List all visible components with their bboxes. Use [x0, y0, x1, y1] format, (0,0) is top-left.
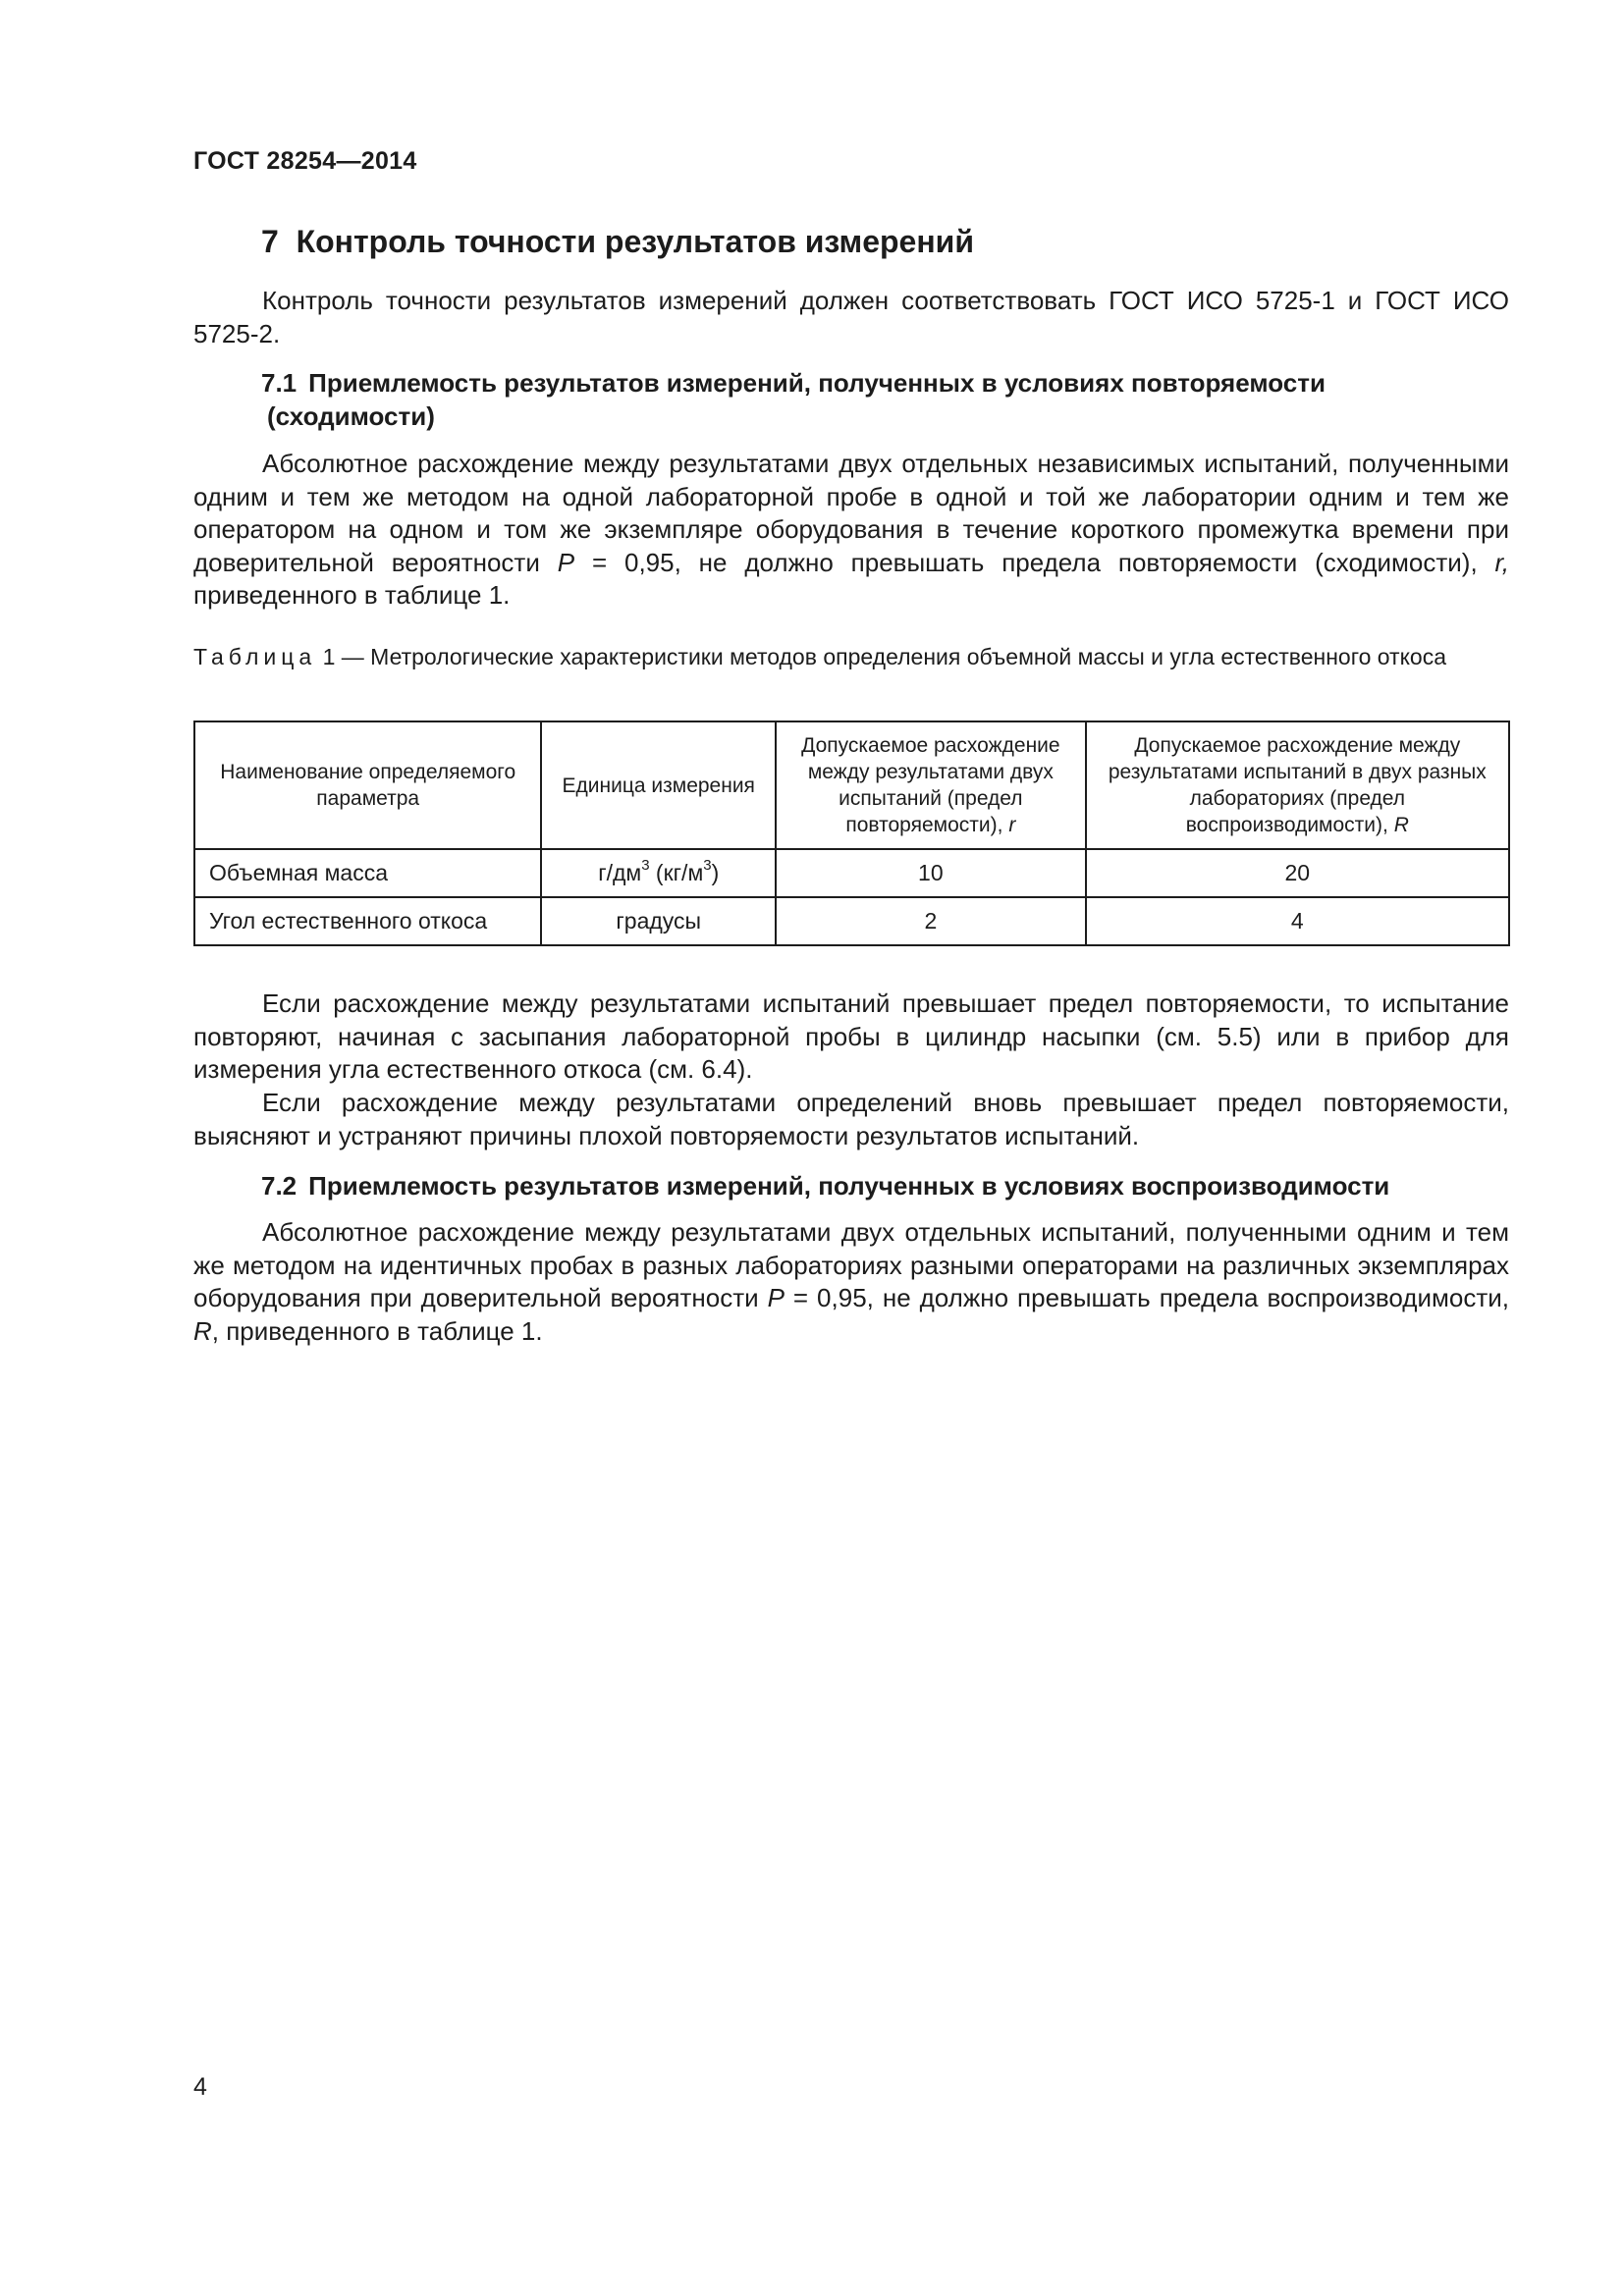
table-header-cell	[1086, 721, 1509, 849]
unit-text: градусы	[616, 908, 702, 934]
variable-r: r,	[1494, 547, 1509, 577]
intro-paragraph: Контроль точности результатов измерений должен соответствовать ГОСТ ИСО 5725-1 и ГОСТ ИСО 5725-2.	[193, 286, 1509, 348]
table-row	[194, 849, 1509, 897]
table-cell-R: 20	[1086, 849, 1509, 897]
table-cell-unit	[541, 897, 776, 945]
table-row	[194, 897, 1509, 945]
section-title-text: Контроль точности результатов измерений	[296, 224, 975, 259]
subsection-7-1-title-line1: Приемлемость результатов измерений, полученных в условиях повторяемости	[308, 368, 1326, 398]
paragraph-repeatability-failure: Если расхождение между результатами определений вновь превышает предел повторяемости, выясняют и устраняют причины плохой повторяемости результатов испытаний.	[193, 1088, 1509, 1150]
unit-exponent: 3	[641, 857, 650, 875]
table-cell-param: Угол естественного откоса	[194, 897, 541, 945]
table-header-cell	[541, 721, 776, 849]
paragraph-repeatability-part1: Абсолютное расхождение между результатами двух отдельных независимых испытаний, полученными одним и тем же методом на одной лабораторной пробе в одной и той же лаборатории одним и тем же оператором на одном и том же экземпляре оборудования в течение короткого промежутка времени при доверительной вероятности	[193, 449, 1509, 577]
variable-p: P	[557, 547, 575, 577]
variable-p: P	[767, 1283, 785, 1312]
table-header-row	[194, 721, 1509, 849]
table-cell-unit	[541, 849, 776, 897]
table-cell-r: 2	[776, 897, 1086, 945]
page-number: 4	[193, 2073, 207, 2101]
section-number: 7	[261, 224, 279, 259]
subsection-7-1-title	[261, 366, 1508, 433]
table-header-text: Единица измерения	[562, 774, 755, 797]
paragraph-reproducibility-part2: = 0,95, не должно превышать предела воспроизводимости,	[784, 1283, 1509, 1312]
table-caption	[193, 642, 1509, 672]
document-header: ГОСТ 28254—2014	[193, 147, 417, 175]
table-header-text: Допускаемое расхождение между результатами двух испытаний (предел повторяемости),	[801, 734, 1060, 836]
paragraph-reproducibility-part3: , приведенного в таблице 1.	[211, 1315, 543, 1346]
paragraph-retest: Если расхождение между результатами испытаний превышает предел повторяемости, то испытание повторяют, начиная с засыпания лабораторной пробы в цилиндр насыпки (см. 5.5) или в прибор для измерения угла естественного откоса (см. 6.4).	[193, 988, 1509, 1084]
table-cell-param: Объемная масса	[194, 849, 541, 897]
table-caption-label: Таблица	[193, 644, 317, 669]
paragraph-reproducibility	[193, 1216, 1509, 1348]
unit-text: )	[711, 860, 720, 885]
paragraph-reproducibility-part1: Абсолютное расхождение между результатами двух отдельных испытаний, полученными одним и тем же методом на идентичных пробах в разных лабораториях разными операторами на различных экземплярах оборудования при доверительной вероятности	[193, 1217, 1509, 1312]
table-header-variable: R	[1393, 814, 1409, 836]
paragraph-repeatability-part3: приведенного в таблице 1.	[193, 580, 511, 610]
unit-text: (кг/м	[649, 860, 704, 885]
paragraph-repeatability	[193, 448, 1509, 613]
table-header-cell	[776, 721, 1086, 849]
section-title	[261, 224, 974, 260]
table-header-text: Наименование определяемого параметра	[220, 761, 516, 810]
subsection-7-1-title-line2: (сходимости)	[267, 401, 435, 431]
table-cell-r: 10	[776, 849, 1086, 897]
unit-text: г/дм	[598, 860, 642, 885]
table-header-cell	[194, 721, 541, 849]
variable-R: R	[193, 1315, 212, 1346]
table-cell-R: 4	[1086, 897, 1509, 945]
table-caption-text: 1 — Метрологические характеристики методов определения объемной массы и угла естественного откоса	[316, 644, 1446, 669]
subsection-7-2-number: 7.2	[261, 1171, 298, 1201]
table-header-text: Допускаемое расхождение между результатами испытаний в двух разных лабораториях (предел воспроизводимости),	[1108, 734, 1487, 836]
unit-exponent: 3	[703, 857, 712, 875]
subsection-7-1-number: 7.1	[261, 368, 298, 398]
metrology-table	[193, 721, 1510, 946]
subsection-7-2-title-text: Приемлемость результатов измерений, полученных в условиях воспроизводимости	[308, 1171, 1390, 1201]
table-header-variable: r	[1008, 814, 1016, 836]
paragraph-repeatability-part2: = 0,95, не должно превышать предела повторяемости (сходимости),	[574, 547, 1495, 577]
subsection-7-2-title	[261, 1169, 1508, 1202]
